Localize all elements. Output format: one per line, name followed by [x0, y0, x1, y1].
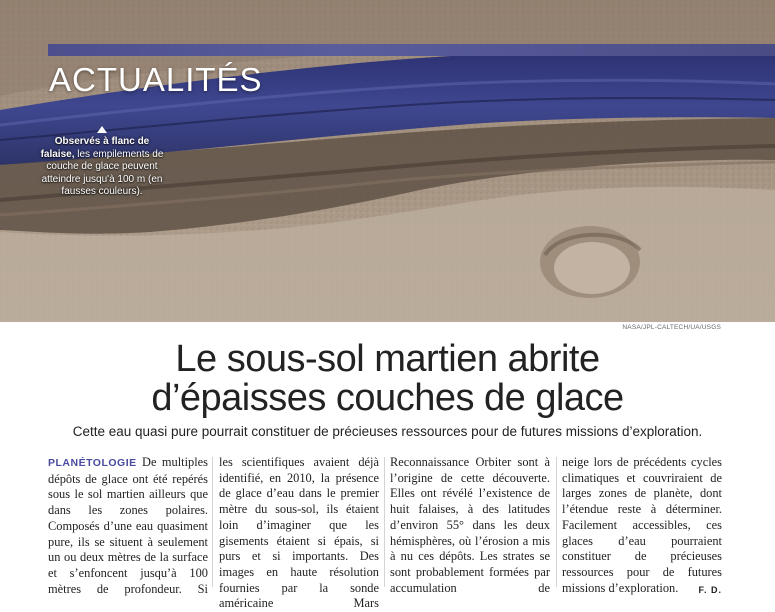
section-band [48, 44, 775, 56]
article-column-3: Reconnaissance Orbiter sont à l’origine de cette découverte. Elles ont révélé l’existence de huit falaises, à des latitudes d’environ 55° dans les deux hémisphères, où l’érosion a mis à nu ces dépôts. Les strates se sont probablement formées par accumulation de [390, 455, 550, 595]
column-4-text: neige lors de précédents cycles climatiques et couvriraient de larges zones de planète, dont l’étendue reste à déterminer. Facilement accessibles, ces glaces d’eau pourraient constituer de précieuses ressources pour de futures missions d’exploration. [562, 455, 722, 595]
standfirst: Cette eau quasi pure pourrait constituer de précieuses ressources pour de futures missions d’exploration. [72, 424, 703, 439]
photo-credit: NASA/JPL-CALTECH/UA/USGS [622, 324, 721, 331]
column-1-text: De multiples dépôts de glace ont été repérés sous le sol martien ailleurs que dans les zones polaires. Composés d’une eau quasiment pure, ils se situent à seulement un ou deux mètres de la surface et s’enfoncent jusqu’à 100 mètres de profondeur. Si [48, 455, 208, 596]
headline [0, 340, 775, 418]
article-column-2: les scientifiques avaient déjà identifié, en 2010, la présence de glace d’eau dans le premier mètre du sous-sol, ils étaient loin d’imaginer que les gisements étaient si épais, si purs et si importants. Des images en haute résolution fournies par la sonde américaine Mars [219, 455, 379, 611]
headline-line-1: Le sous-sol martien abrite [175, 338, 600, 380]
article-column-1 [48, 455, 208, 597]
article-column-4 [562, 455, 722, 598]
photo-caption [40, 126, 164, 199]
section-title: ACTUALITÉS [49, 61, 263, 98]
caption-text: les empilements de couche de glace peuvent atteindre jusqu'à 100 m (en fausses couleurs). [41, 148, 164, 197]
kicker: PLANÉTOLOGIE [48, 457, 137, 469]
up-arrow-icon [97, 126, 107, 133]
article-body [48, 455, 724, 611]
headline-line-2: d’épaisses couches de glace [151, 377, 624, 419]
caption-lead: Observés à flanc de falaise, [40, 136, 150, 160]
author-signature: F. D. [698, 584, 722, 595]
